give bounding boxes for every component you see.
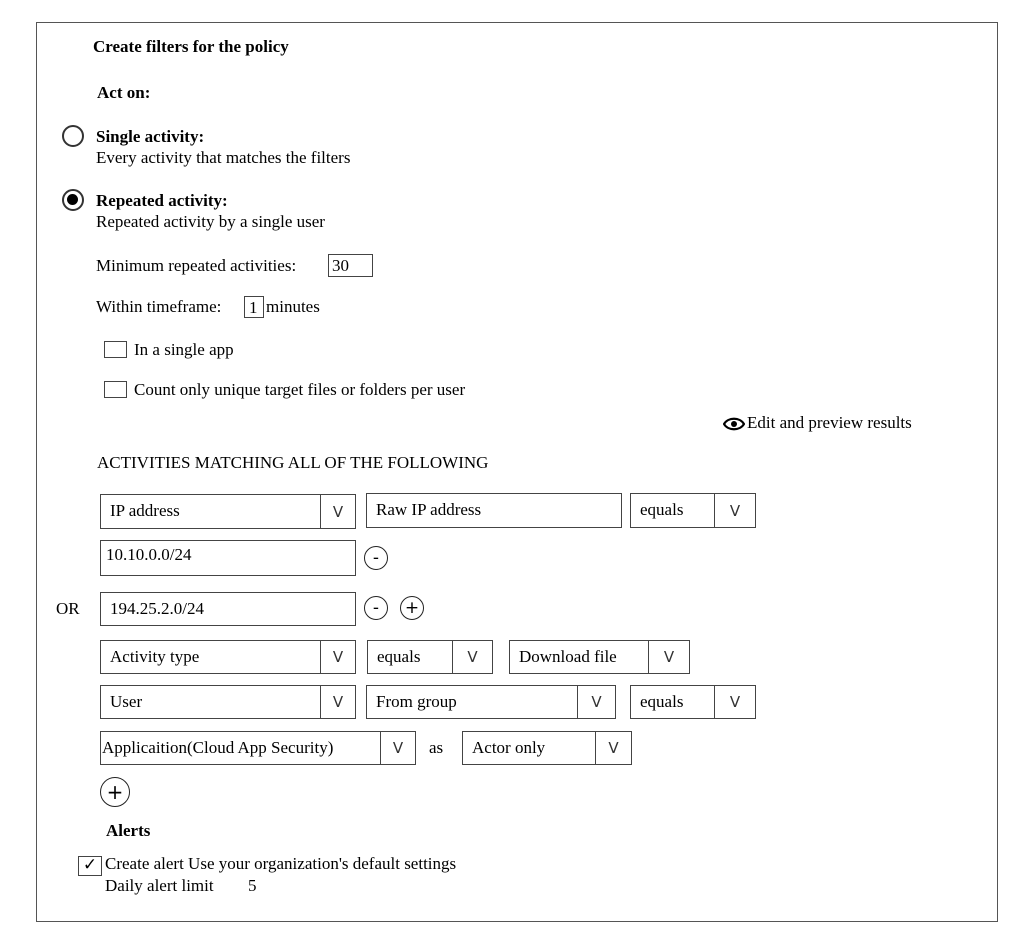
single-app-checkbox[interactable] bbox=[104, 341, 127, 358]
repeated-activity-desc: Repeated activity by a single user bbox=[96, 212, 325, 231]
filter-activity-type-label: Activity type bbox=[110, 647, 200, 666]
single-activity-desc: Every activity that matches the filters bbox=[96, 148, 351, 167]
activity-operator-label: equals bbox=[377, 647, 421, 666]
or-label: OR bbox=[56, 599, 80, 618]
actor-select-label: Actor only bbox=[472, 738, 546, 757]
repeated-activity-radio[interactable] bbox=[62, 189, 84, 211]
filter-user-select[interactable] bbox=[100, 685, 356, 719]
add-filter-button[interactable]: + bbox=[100, 777, 130, 807]
ip-value-1-text: 10.10.0.0/24 bbox=[106, 545, 192, 564]
daily-limit-value: 5 bbox=[248, 876, 257, 895]
filter-application-select[interactable] bbox=[100, 731, 416, 765]
chevron-down-icon: V bbox=[380, 732, 415, 764]
ip-operator-label: equals bbox=[640, 500, 684, 519]
chevron-down-icon: V bbox=[577, 686, 615, 718]
timeframe-label: Within timeframe: bbox=[96, 297, 222, 316]
ip-value-input-1[interactable] bbox=[100, 540, 356, 576]
raw-ip-address-field[interactable] bbox=[366, 493, 622, 528]
chevron-down-icon: V bbox=[595, 732, 631, 764]
single-activity-radio[interactable] bbox=[62, 125, 84, 147]
chevron-down-icon: V bbox=[714, 494, 755, 527]
chevron-down-icon: V bbox=[714, 686, 755, 718]
ip-value-input-2[interactable] bbox=[100, 592, 356, 626]
chevron-down-icon: V bbox=[320, 686, 355, 718]
user-group-label: From group bbox=[376, 692, 457, 711]
filter-application-label: Applicaition(Cloud App Security) bbox=[102, 738, 334, 757]
raw-ip-address-label: Raw IP address bbox=[376, 500, 482, 519]
chevron-down-icon: V bbox=[648, 641, 689, 673]
daily-limit-label: Daily alert limit bbox=[105, 876, 214, 895]
as-label: as bbox=[429, 738, 444, 757]
add-ip-button[interactable]: + bbox=[400, 596, 424, 620]
act-on-label: Act on: bbox=[97, 83, 151, 102]
user-operator-select[interactable] bbox=[630, 685, 756, 719]
user-group-select[interactable] bbox=[366, 685, 616, 719]
single-activity-title: Single activity: bbox=[96, 127, 205, 146]
activity-operator-select[interactable] bbox=[367, 640, 493, 674]
activity-value-select[interactable] bbox=[509, 640, 690, 674]
preview-link-label: Edit and preview results bbox=[747, 413, 912, 432]
filter-ip-address-label: IP address bbox=[110, 501, 180, 520]
single-app-label: In a single app bbox=[134, 340, 234, 359]
ip-value-2-text: 194.25.2.0/24 bbox=[110, 599, 204, 618]
chevron-down-icon: V bbox=[320, 641, 355, 673]
filter-activity-type-select[interactable] bbox=[100, 640, 356, 674]
chevron-down-icon: V bbox=[320, 495, 355, 528]
filter-user-label: User bbox=[110, 692, 143, 711]
timeframe-unit: minutes bbox=[266, 297, 320, 316]
eye-icon bbox=[723, 417, 745, 431]
ip-operator-select[interactable] bbox=[630, 493, 756, 528]
preview-link[interactable] bbox=[723, 413, 912, 433]
actor-select[interactable] bbox=[462, 731, 632, 765]
timeframe-input[interactable]: 1 bbox=[244, 296, 264, 318]
remove-ip-1-button[interactable]: - bbox=[364, 546, 388, 570]
activity-value-label: Download file bbox=[519, 647, 617, 666]
user-operator-label: equals bbox=[640, 692, 684, 711]
create-alert-checkbox[interactable]: ✓ bbox=[78, 856, 102, 876]
unique-targets-checkbox[interactable] bbox=[104, 381, 127, 398]
activities-heading: ACTIVITIES MATCHING ALL OF THE FOLLOWING bbox=[97, 453, 489, 472]
create-alert-label: Create alert Use your organization's default settings bbox=[105, 854, 457, 873]
filter-ip-address-select[interactable] bbox=[100, 494, 356, 529]
chevron-down-icon: V bbox=[452, 641, 492, 673]
repeated-activity-title: Repeated activity: bbox=[96, 191, 228, 210]
min-repeated-input[interactable]: 30 bbox=[328, 254, 373, 277]
unique-targets-label: Count only unique target files or folders per user bbox=[134, 380, 466, 399]
page-title: Create filters for the policy bbox=[93, 37, 289, 56]
remove-ip-2-button[interactable]: - bbox=[364, 596, 388, 620]
alerts-heading: Alerts bbox=[106, 821, 151, 840]
min-repeated-label: Minimum repeated activities: bbox=[96, 256, 297, 275]
